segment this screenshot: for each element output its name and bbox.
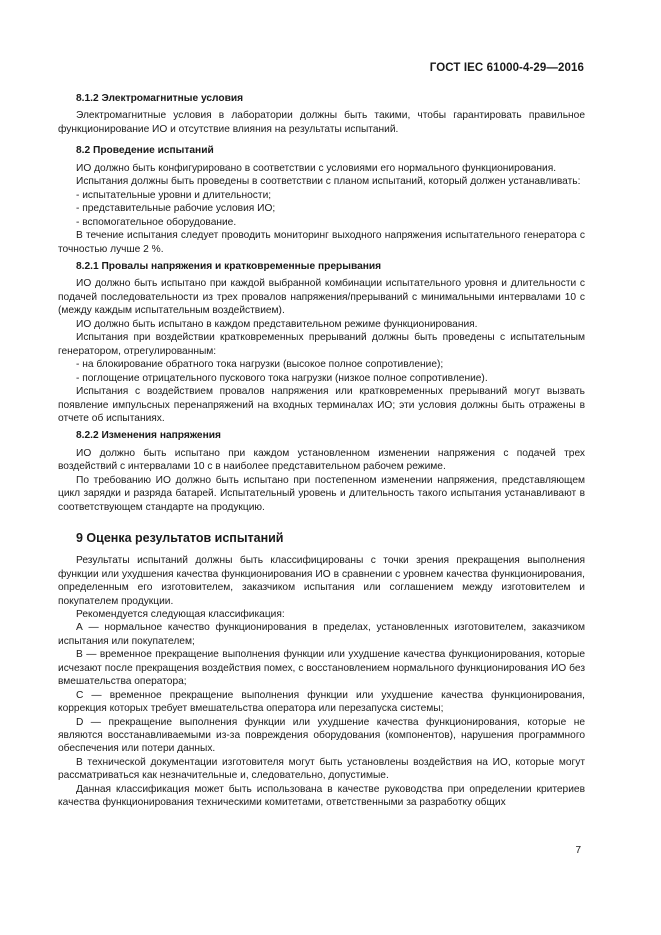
- paragraph: По требованию ИО должно быть испытано при постепенном изменении напряжения, представляющем цикл зарядки и разряда батарей. Испытательный уровень и длительность такого испытания устанавливают в соответствующем стандарте на продукцию.: [58, 474, 585, 513]
- section-8-2-2-heading: 8.2.2 Изменения напряжения: [76, 430, 221, 442]
- section-8-2-heading: 8.2 Проведение испытаний: [76, 145, 214, 157]
- list-item: - вспомогательное оборудование.: [76, 216, 237, 228]
- class-a-item: А — нормальное качество функционирования в пределах, установленных изготовителем, заказчиком испытания или покупателем;: [58, 622, 585, 647]
- class-c-item: С — временное прекращение выполнения функции или ухудшение качества функционирования, коррекция которых требует вмешательства оператора или перезапуска системы;: [58, 689, 585, 715]
- list-item: - поглощение отрицательного пускового тока нагрузки (низкое полное сопротивление).: [76, 372, 488, 384]
- standard-header: ГОСТ IEC 61000-4-29—2016: [429, 62, 584, 74]
- paragraph: Результаты испытаний должны быть классифицированы с точки зрения прекращения выполнения функции или ухудшения качества функционирования ИО в сравнении с уровнем качества функционирования, определенным его изготовителем, заказчиком испытания или соглашением между изготовителем и покупателем продукции.: [58, 555, 585, 607]
- paragraph: Испытания должны быть проведены в соответствии с планом испытаний, который должен устанавливать:: [76, 176, 581, 188]
- class-d-item: D — прекращение выполнения функции или ухудшение качества функционирования, которые не являются восстанавливаемыми из-за повреждения оборудования (компонентов), нарушения программного обеспечения или потери данных.: [58, 716, 585, 755]
- section-8-1-2-heading: 8.1.2 Электромагнитные условия: [76, 93, 244, 104]
- paragraph: ИО должно быть испытано при каждом установленном изменении напряжения с подачей трех воздействий с интервалами 10 с в наиболее представительном рабочем режиме.: [58, 447, 585, 473]
- list-item: - представительные рабочие условия ИО;: [76, 203, 276, 215]
- paragraph: В течение испытания следует проводить мониторинг выходного напряжения испытательного генератора с точностью лучше 2 %.: [58, 230, 585, 255]
- class-b-item: В — временное прекращение выполнения функции или ухудшение качества функционирования, которые исчезают после прекращения воздействия помех, с восстановлением нормального функционирования ИО без вмешательства оператора;: [58, 649, 585, 688]
- document-body: [58, 92, 585, 810]
- list-item: - на блокирование обратного тока нагрузки (высокое полное сопротивление);: [76, 359, 444, 371]
- section-8-2-1-heading: 8.2.1 Провалы напряжения и кратковременные прерывания: [76, 260, 382, 272]
- paragraph: ИО должно быть испытано в каждом представительном режиме функционирования.: [76, 318, 478, 330]
- list-item: - испытательные уровни и длительности;: [76, 189, 272, 201]
- paragraph: Испытания при воздействии кратковременных прерываний должны быть проведены с испытательным генератором, отрегулированным:: [58, 332, 585, 357]
- paragraph: Испытания с воздействием провалов напряжения или кратковременных прерываний могут вызвать появление импульсных перенапряжений на входных терминалах ИО; эти условия должны быть отражены в отчете об испытаниях.: [58, 386, 585, 424]
- paragraph: Данная классификация может быть использована в качестве руководства при определении критериев качества функционирования техническими комитетами, ответственными за разработку общих: [58, 783, 585, 809]
- paragraph: ИО должно быть конфигурировано в соответствии с условиями его нормального функционирования.: [76, 162, 557, 174]
- paragraph: В технической документации изготовителя могут быть установлены воздействия на ИО, которые могут рассматриваться как незначительные и, следовательно, допустимые.: [58, 756, 585, 782]
- paragraph: Рекомендуется следующая классификация:: [76, 608, 285, 620]
- section-9-heading: 9 Оценка результатов испытаний: [76, 531, 284, 546]
- paragraph: ИО должно быть испытано при каждой выбранной комбинации испытательного уровня и длительности с подачей последовательности из трех провалов напряжения/прерываний с минимальными интервалами 10 с (между каждым испытательным воздействием).: [58, 278, 585, 317]
- page-number: 7: [575, 845, 581, 856]
- paragraph: Электромагнитные условия в лаборатории должны быть такими, чтобы гарантировать правильное функционирование ИО и отсутствие влияния на результаты испытаний.: [58, 110, 585, 135]
